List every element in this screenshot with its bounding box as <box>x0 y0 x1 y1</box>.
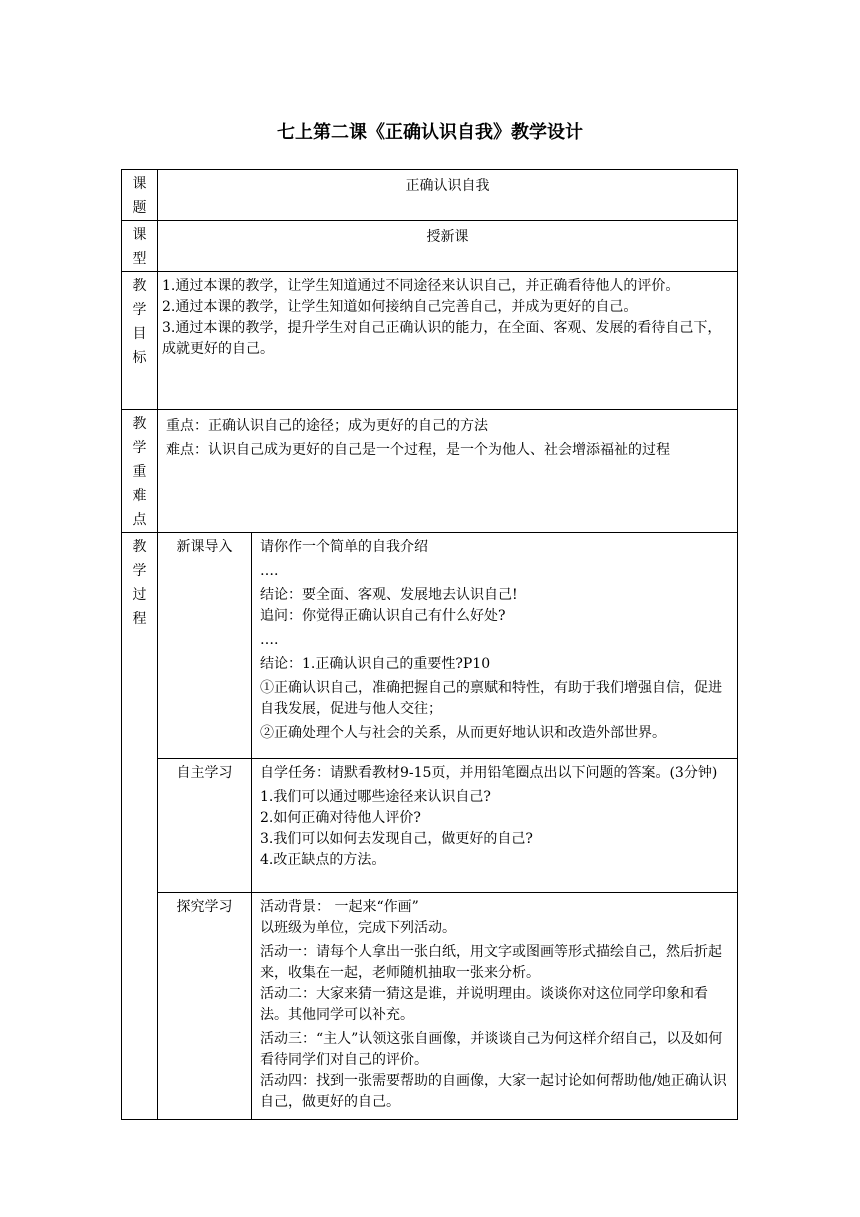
intro-line: ②正确处理个人与社会的关系，从而更好地认识和改造外部世界。 <box>260 725 666 741</box>
inquiry-line: 活动三：“主人”认领这张自画像，并谈谈自己为何这样介绍自己，以及如何看待同学们对自己的评价。 <box>260 1031 723 1068</box>
keypoint-line: 难点：认识自己成为更好的自己是一个过程，是一个为他人、社会增添福祉的过程 <box>166 442 670 458</box>
type-row <box>122 221 738 272</box>
page-title: 七上第二课《正确认识自我》教学设计 <box>277 122 583 143</box>
section-name-inquiry: 探究学习 <box>158 893 252 1120</box>
section-content-self-study <box>252 759 738 893</box>
self-study-line: 自学任务：请默看教材9-15页，并用铅笔圈点出以下问题的答案。(3分钟) <box>260 765 718 781</box>
intro-line: 追问：你觉得正确认识自己有什么好处? <box>260 608 506 624</box>
keypoints-content <box>158 410 738 533</box>
lesson-plan-table <box>121 169 738 1120</box>
keypoints-label: 教 学 重 难 点 <box>122 410 158 533</box>
topic-row <box>122 170 738 221</box>
process-intro-row <box>122 533 738 759</box>
goal-line: 3.通过本课的教学，提升学生对自己正确认识的能力，在全面、客观、发展的看待自己下，成就更好的自己。 <box>162 320 722 357</box>
self-study-line: 1.我们可以通过哪些途径来认识自己? <box>260 789 491 805</box>
goals-row <box>122 272 738 410</box>
process-inquiry-row <box>122 893 738 1120</box>
section-name-intro: 新课导入 <box>158 533 252 759</box>
inquiry-line: 活动背景： 一起来“作画” <box>260 899 419 915</box>
intro-line: ①正确认识自己，准确把握自己的禀赋和特性，有助于我们增强自信，促进自我发展，促进与他人交往； <box>260 680 722 717</box>
self-study-line: 3.我们可以如何去发现自己，做更好的自己? <box>260 831 533 847</box>
process-self-study-row <box>122 759 738 893</box>
inquiry-line: 以班级为单位，完成下列活动。 <box>260 920 456 936</box>
inquiry-line: 活动一：请每个人拿出一张白纸，用文字或图画等形式描绘自己，然后折起来，收集在一起，老师随机抽取一张来分析。 <box>260 944 722 981</box>
topic-label: 课 题 <box>122 170 158 221</box>
section-content-intro <box>252 533 738 759</box>
goal-line: 1.通过本课的教学，让学生知道通过不同途径来认识自己，并正确看待他人的评价。 <box>162 278 680 294</box>
goals-content <box>158 272 738 410</box>
keypoints-row <box>122 410 738 533</box>
keypoint-line: 重点：正确认识自己的途径；成为更好的自己的方法 <box>166 418 488 434</box>
inquiry-line: 活动二：大家来猜一猜这是谁，并说明理由。谈谈你对这位同学印象和看法。其他同学可以补充。 <box>260 986 708 1023</box>
type-label: 课 型 <box>122 221 158 272</box>
intro-line: 请你作一个简单的自我介绍 <box>260 539 428 555</box>
section-name-self-study: 自主学习 <box>158 759 252 893</box>
type-value: 授新课 <box>158 221 738 272</box>
goals-label: 教 学 目 标 <box>122 272 158 410</box>
self-study-line: 4.改正缺点的方法。 <box>260 852 386 868</box>
section-content-inquiry <box>252 893 738 1120</box>
intro-line: …. <box>260 632 279 648</box>
self-study-line: 2.如何正确对待他人评价? <box>260 810 421 826</box>
topic-value: 正确认识自我 <box>158 170 738 221</box>
goal-line: 2.通过本课的教学，让学生知道如何接纳自己完善自己，并成为更好的自己。 <box>162 299 638 315</box>
intro-line: 结论：要全面、客观、发展地去认识自己! <box>260 587 518 603</box>
process-label: 教 学 过 程 <box>122 533 158 1120</box>
inquiry-line: 活动四：找到一张需要帮助的自画像，大家一起讨论如何帮助他/她正确认识自己，做更好的自己。 <box>260 1073 727 1110</box>
intro-line: …. <box>260 563 279 579</box>
intro-line: 结论：1.正确认识自己的重要性?P10 <box>260 656 491 672</box>
